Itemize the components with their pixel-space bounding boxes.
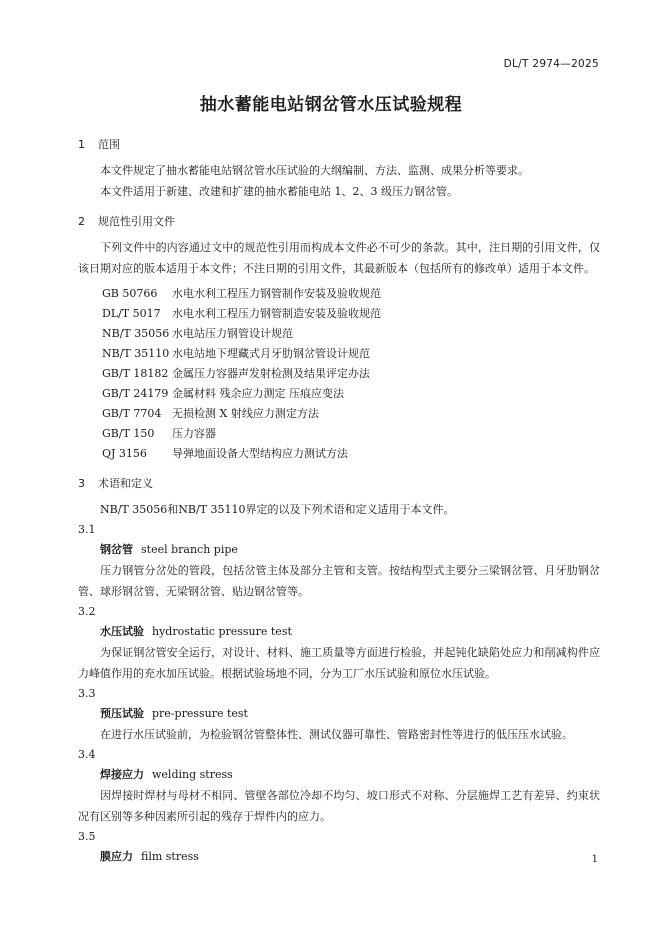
term-entry <box>100 704 600 724</box>
document-body <box>78 134 600 867</box>
term-entry <box>100 765 600 785</box>
reference-title: 金属压力容器声发射检测及结果评定办法 <box>172 367 370 380</box>
reference-code: QJ 3156 <box>102 447 147 460</box>
term-zh: 钢岔管 <box>100 543 133 556</box>
reference-title: 水电站压力钢管设计规范 <box>172 327 293 340</box>
reference-title: 金属材料 残余应力测定 压痕应变法 <box>172 387 344 400</box>
page-number: 1 <box>591 854 598 865</box>
reference-code: GB/T 24179 <box>102 387 169 400</box>
term-entry <box>100 540 600 560</box>
reference-item <box>102 284 600 304</box>
reference-code: GB/T 7704 <box>102 407 162 420</box>
paragraph: 下列文件中的内容通过文中的规范性引用而构成本文件必不可少的条款。其中，注日期的引用文件，仅该日期对应的版本适用于本文件；不注日期的引用文件，其最新版本（包括所有的修改单）适用于本文件。 <box>78 241 600 275</box>
section-title: 范围 <box>98 138 120 151</box>
reference-item <box>102 404 600 424</box>
reference-item <box>102 344 600 364</box>
reference-title: 导弹地面设备大型结构应力测试方法 <box>172 447 348 460</box>
reference-title: 水电水利工程压力钢管制作安装及验收规范 <box>172 287 381 300</box>
term-definition: 在进行水压试验前，为检验钢岔管整体性、测试仪器可靠性、管路密封性等进行的低压压水试验。 <box>100 728 573 741</box>
section-title: 规范性引用文件 <box>98 215 175 228</box>
section-title: 术语和定义 <box>98 477 153 490</box>
term-zh: 预压试验 <box>100 707 144 720</box>
reference-item <box>102 384 600 404</box>
term-number: 3.3 <box>78 687 96 700</box>
reference-title: 无损检测 X 射线应力测定方法 <box>172 407 319 420</box>
term-en: pre-pressure test <box>152 707 248 720</box>
paragraph: 本文件适用于新建、改建和扩建的抽水蓄能电站 1、2、3 级压力钢岔管。 <box>100 185 458 198</box>
reference-item <box>102 424 600 444</box>
term-zh: 焊接应力 <box>100 768 144 781</box>
reference-code: GB/T 150 <box>102 427 155 440</box>
term-zh: 膜应力 <box>100 850 133 863</box>
paragraph: 本文件规定了抽水蓄能电站钢岔管水压试验的大纲编制、方法、监测、成果分析等要求。 <box>100 164 529 177</box>
term-number: 3.1 <box>78 523 96 536</box>
section-heading-terms-definitions <box>78 473 600 494</box>
reference-item <box>102 364 600 384</box>
term-en: hydrostatic pressure test <box>152 625 292 638</box>
reference-code: NB/T 35110 <box>102 347 170 360</box>
reference-item <box>102 444 600 464</box>
document-title: 抽水蓄能电站钢岔管水压试验规程 <box>199 95 463 115</box>
reference-title: 水电水利工程压力钢管制造安装及验收规范 <box>172 307 381 320</box>
term-definition: 因焊接时焊材与母材不相同、管壁各部位冷却不均匀、坡口形式不对称、分层施焊工艺有差异、约束状况有区别等多种因素所引起的残存于焊件内的应力。 <box>78 789 600 823</box>
term-definition: 为保证钢岔管安全运行，对设计、材料、施工质量等方面进行检验，并起钝化缺陷处应力和削减构件应力峰值作用的充水加压试验。根据试验场地不同，分为工厂水压试验和原位水压试验。 <box>78 646 600 680</box>
section-number: 1 <box>78 138 85 151</box>
reference-title: 压力容器 <box>172 427 216 440</box>
term-entry <box>100 622 600 642</box>
term-number: 3.2 <box>78 605 96 618</box>
standard-code: DL/T 2974—2025 <box>503 58 599 70</box>
section-number: 2 <box>78 215 85 228</box>
term-number: 3.5 <box>78 830 96 843</box>
paragraph: NB/T 35056和NB/T 35110界定的以及下列术语和定义适用于本文件。 <box>100 503 455 516</box>
reference-item <box>102 324 600 344</box>
term-zh: 水压试验 <box>100 625 144 638</box>
reference-code: DL/T 5017 <box>102 307 161 320</box>
term-en: welding stress <box>152 768 233 781</box>
reference-code: GB 50766 <box>102 287 158 300</box>
reference-title: 水电站地下埋藏式月牙肋钢岔管设计规范 <box>172 347 370 360</box>
reference-item <box>102 304 600 324</box>
section-number: 3 <box>78 477 85 490</box>
term-number: 3.4 <box>78 748 96 761</box>
reference-code: NB/T 35056 <box>102 327 170 340</box>
term-en: film stress <box>141 850 199 863</box>
term-en: steel branch pipe <box>141 543 238 556</box>
term-entry <box>100 847 600 867</box>
section-heading-normative-references <box>78 211 600 232</box>
term-definition: 压力钢管分岔处的管段，包括岔管主体及部分主管和支管。按结构型式主要分三梁钢岔管、月牙肋钢岔管、球形钢岔管、无梁钢岔管、贴边钢岔管等。 <box>78 564 600 598</box>
reference-code: GB/T 18182 <box>102 367 169 380</box>
section-heading-scope <box>78 134 600 155</box>
